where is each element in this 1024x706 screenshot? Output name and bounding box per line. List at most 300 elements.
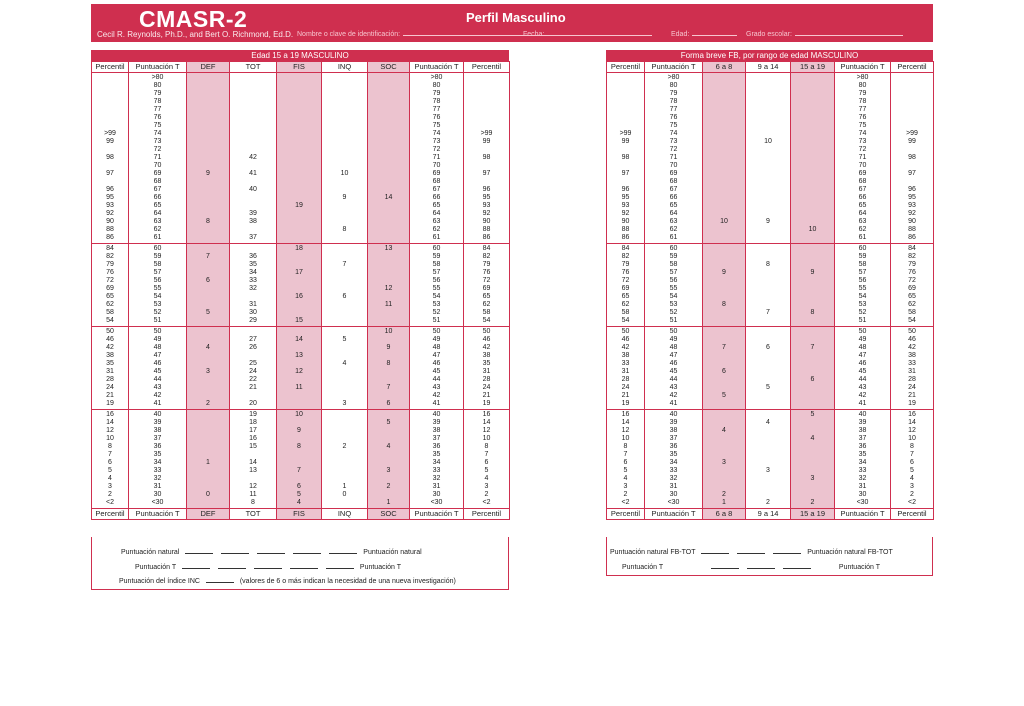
left-value[interactable]: 58 xyxy=(153,261,162,268)
right-value[interactable]: 79 xyxy=(908,261,916,268)
right-value[interactable]: 56 xyxy=(669,277,678,284)
left-value[interactable]: 73 xyxy=(432,138,441,145)
right-value[interactable]: 60 xyxy=(669,245,678,252)
left-value[interactable]: 5 xyxy=(297,491,301,498)
left-value[interactable]: 11 xyxy=(384,301,393,308)
left-value[interactable]: 95 xyxy=(482,194,491,201)
left-value[interactable]: 35 xyxy=(249,261,257,268)
right-value[interactable]: 31 xyxy=(908,368,916,375)
left-value[interactable]: 58 xyxy=(106,309,114,316)
left-value[interactable]: 77 xyxy=(432,106,441,113)
left-value[interactable]: 56 xyxy=(153,277,162,284)
left-value[interactable]: 5 xyxy=(206,309,210,316)
right-value[interactable]: 51 xyxy=(858,317,867,324)
right-value[interactable]: 1 xyxy=(722,499,726,506)
left-value[interactable]: 79 xyxy=(482,261,491,268)
left-value[interactable]: 97 xyxy=(482,170,491,177)
left-value[interactable]: 3 xyxy=(342,400,347,407)
right-value[interactable]: 84 xyxy=(621,245,630,252)
right-value[interactable]: 46 xyxy=(621,336,630,343)
left-value[interactable]: 96 xyxy=(482,186,491,193)
right-value[interactable]: 5 xyxy=(910,467,914,474)
right-value[interactable]: 40 xyxy=(858,411,867,418)
left-value[interactable]: 88 xyxy=(482,226,491,233)
left-value[interactable]: 80 xyxy=(153,82,162,89)
left-value[interactable]: 46 xyxy=(153,360,162,367)
left-value[interactable]: 9 xyxy=(342,194,347,201)
left-value[interactable]: 68 xyxy=(153,178,162,185)
right-value[interactable]: 61 xyxy=(669,234,678,241)
right-value[interactable]: 65 xyxy=(669,202,678,209)
left-value[interactable]: 0 xyxy=(342,491,347,498)
left-value[interactable]: 5 xyxy=(342,336,347,343)
right-value[interactable]: 5 xyxy=(810,411,815,418)
right-value[interactable]: 56 xyxy=(858,277,867,284)
right-value[interactable]: 70 xyxy=(858,162,867,169)
right-value[interactable]: 24 xyxy=(908,384,916,391)
right-value[interactable]: 49 xyxy=(858,336,867,343)
right-value[interactable]: 44 xyxy=(858,376,867,383)
left-value[interactable]: 66 xyxy=(153,194,162,201)
right-value[interactable]: 7 xyxy=(623,451,628,458)
right-value[interactable]: 31 xyxy=(858,483,867,490)
left-value[interactable]: 61 xyxy=(432,234,441,241)
right-value[interactable]: 14 xyxy=(908,419,916,426)
right-value[interactable]: 4 xyxy=(766,419,770,426)
right-value[interactable]: 93 xyxy=(621,202,630,209)
left-value[interactable]: 33 xyxy=(153,467,162,474)
left-value[interactable]: 32 xyxy=(432,475,441,482)
left-value[interactable]: 22 xyxy=(249,376,257,383)
left-value[interactable]: 99 xyxy=(482,138,491,145)
left-value[interactable]: 16 xyxy=(106,411,114,418)
left-value[interactable]: 3 xyxy=(484,483,489,490)
right-value[interactable]: 41 xyxy=(858,400,867,407)
left-value[interactable]: 75 xyxy=(153,122,162,129)
right-value[interactable]: 6 xyxy=(722,368,726,375)
left-value[interactable]: 62 xyxy=(153,226,162,233)
left-value[interactable]: 76 xyxy=(432,114,441,121)
left-value[interactable]: 17 xyxy=(249,427,257,434)
left-value[interactable]: 92 xyxy=(106,210,114,217)
left-value[interactable]: 31 xyxy=(153,483,162,490)
left-value[interactable]: 84 xyxy=(106,245,114,252)
grade-field[interactable]: Grado escolar: xyxy=(746,29,903,38)
right-value[interactable]: 96 xyxy=(621,186,630,193)
left-value[interactable]: 34 xyxy=(432,459,441,466)
left-value[interactable]: 56 xyxy=(432,277,441,284)
left-value[interactable]: 28 xyxy=(106,376,114,383)
left-value[interactable]: 6 xyxy=(484,459,489,466)
t-soc-blank[interactable] xyxy=(326,562,354,569)
left-value[interactable]: 41 xyxy=(153,400,162,407)
left-value[interactable]: 52 xyxy=(432,309,441,316)
right-value[interactable]: 48 xyxy=(669,344,678,351)
right-value[interactable]: 80 xyxy=(669,82,678,89)
left-value[interactable]: 70 xyxy=(432,162,441,169)
left-value[interactable]: 13 xyxy=(249,467,257,474)
left-value[interactable]: 16 xyxy=(482,411,491,418)
left-value[interactable]: 31 xyxy=(482,368,491,375)
left-value[interactable]: 50 xyxy=(153,328,162,335)
right-value[interactable]: 78 xyxy=(858,98,867,105)
right-value[interactable]: 54 xyxy=(669,293,678,300)
right-value[interactable]: 96 xyxy=(908,186,916,193)
left-value[interactable]: >80 xyxy=(430,74,443,81)
left-value[interactable]: 19 xyxy=(295,202,303,209)
left-value[interactable]: 2 xyxy=(342,443,347,450)
left-value[interactable]: 70 xyxy=(153,162,162,169)
right-value[interactable]: 77 xyxy=(669,106,678,113)
right-value[interactable]: 99 xyxy=(621,138,630,145)
left-value[interactable]: 15 xyxy=(249,443,257,450)
left-value[interactable]: 51 xyxy=(432,317,441,324)
raw-soc-blank[interactable] xyxy=(329,547,357,554)
age-field[interactable]: Edad: xyxy=(671,29,737,38)
left-value[interactable]: 98 xyxy=(106,154,114,161)
right-value[interactable]: 4 xyxy=(910,475,914,482)
right-value[interactable]: 55 xyxy=(858,285,867,292)
left-value[interactable]: 38 xyxy=(106,352,114,359)
left-value[interactable]: 71 xyxy=(432,154,441,161)
left-value[interactable]: 14 xyxy=(384,194,393,201)
left-value[interactable]: 1 xyxy=(386,499,391,506)
right-value[interactable]: 98 xyxy=(621,154,630,161)
left-value[interactable]: 8 xyxy=(297,443,301,450)
left-value[interactable]: <30 xyxy=(151,499,164,506)
left-value[interactable]: 42 xyxy=(153,392,162,399)
left-value[interactable]: 5 xyxy=(484,467,489,474)
left-value[interactable]: 38 xyxy=(153,427,162,434)
right-value[interactable]: 50 xyxy=(908,328,916,335)
right-value[interactable]: 51 xyxy=(669,317,678,324)
left-value[interactable]: 45 xyxy=(432,368,441,375)
left-value[interactable]: 10 xyxy=(340,170,349,177)
right-value[interactable]: 62 xyxy=(669,226,678,233)
left-value[interactable]: 32 xyxy=(153,475,162,482)
right-value[interactable]: 10 xyxy=(764,138,772,145)
left-value[interactable]: 21 xyxy=(249,384,257,391)
left-value[interactable]: 76 xyxy=(106,269,114,276)
right-value[interactable]: 35 xyxy=(669,451,678,458)
right-value[interactable]: 5 xyxy=(766,384,770,391)
right-value[interactable]: 92 xyxy=(621,210,630,217)
right-value[interactable]: 80 xyxy=(858,82,867,89)
left-value[interactable]: 1 xyxy=(342,483,347,490)
right-value[interactable]: 46 xyxy=(858,360,867,367)
left-value[interactable]: 65 xyxy=(106,293,114,300)
left-value[interactable]: 57 xyxy=(432,269,441,276)
right-value[interactable]: 6 xyxy=(810,376,815,383)
right-value[interactable]: 58 xyxy=(908,309,916,316)
left-value[interactable]: 58 xyxy=(482,309,491,316)
right-value[interactable]: 69 xyxy=(908,285,916,292)
left-value[interactable]: 7 xyxy=(342,261,347,268)
t-fis-blank[interactable] xyxy=(254,562,282,569)
right-value[interactable]: 88 xyxy=(908,226,916,233)
right-value[interactable]: 9 xyxy=(766,218,770,225)
left-value[interactable]: 19 xyxy=(482,400,491,407)
right-value[interactable]: 54 xyxy=(858,293,867,300)
right-value[interactable]: 74 xyxy=(669,130,678,137)
right-value[interactable]: 30 xyxy=(858,491,867,498)
left-value[interactable]: 54 xyxy=(432,293,441,300)
left-value[interactable]: 80 xyxy=(432,82,441,89)
left-value[interactable]: 46 xyxy=(432,360,441,367)
left-value[interactable]: 65 xyxy=(153,202,162,209)
left-value[interactable]: 77 xyxy=(153,106,162,113)
right-value[interactable]: 3 xyxy=(722,459,726,466)
left-value[interactable]: 0 xyxy=(206,491,210,498)
right-value[interactable]: 79 xyxy=(621,261,630,268)
right-value[interactable]: 38 xyxy=(858,427,867,434)
right-value[interactable]: 41 xyxy=(669,400,678,407)
right-value[interactable]: 84 xyxy=(908,245,916,252)
left-value[interactable]: <2 xyxy=(482,499,491,506)
right-value[interactable]: 10 xyxy=(908,435,916,442)
fb-t-6-8-blank[interactable] xyxy=(711,562,739,569)
left-value[interactable]: 13 xyxy=(384,245,393,252)
left-value[interactable]: 97 xyxy=(106,170,114,177)
right-value[interactable]: 76 xyxy=(669,114,678,121)
left-value[interactable]: 8 xyxy=(386,360,391,367)
left-value[interactable]: 7 xyxy=(108,451,112,458)
left-value[interactable]: 79 xyxy=(432,90,441,97)
left-value[interactable]: 66 xyxy=(432,194,441,201)
right-value[interactable]: 66 xyxy=(669,194,678,201)
left-value[interactable]: 53 xyxy=(153,301,162,308)
raw-fis-blank[interactable] xyxy=(257,547,285,554)
right-value[interactable]: 10 xyxy=(720,218,728,225)
right-value[interactable]: 6 xyxy=(623,459,628,466)
left-value[interactable]: 82 xyxy=(482,253,491,260)
right-value[interactable]: 62 xyxy=(858,226,867,233)
left-value[interactable]: 10 xyxy=(482,435,491,442)
left-value[interactable]: 3 xyxy=(386,467,391,474)
right-value[interactable]: 67 xyxy=(669,186,678,193)
left-value[interactable]: 84 xyxy=(482,245,491,252)
left-value[interactable]: 64 xyxy=(432,210,441,217)
left-value[interactable]: 37 xyxy=(153,435,162,442)
right-value[interactable]: 58 xyxy=(621,309,630,316)
left-value[interactable]: 8 xyxy=(108,443,112,450)
left-value[interactable]: 82 xyxy=(106,253,114,260)
left-value[interactable]: 12 xyxy=(249,483,257,490)
left-value[interactable]: 15 xyxy=(295,317,303,324)
right-value[interactable]: 8 xyxy=(722,301,726,308)
right-value[interactable]: 64 xyxy=(858,210,867,217)
right-value[interactable]: 36 xyxy=(669,443,678,450)
left-value[interactable]: 6 xyxy=(297,483,301,490)
right-value[interactable]: 33 xyxy=(621,360,630,367)
right-value[interactable]: 58 xyxy=(858,261,867,268)
left-value[interactable]: 19 xyxy=(249,411,257,418)
left-value[interactable]: 42 xyxy=(106,344,114,351)
right-value[interactable]: 4 xyxy=(623,475,628,482)
left-value[interactable]: 72 xyxy=(432,146,441,153)
right-value[interactable]: 68 xyxy=(858,178,867,185)
left-value[interactable]: 59 xyxy=(153,253,162,260)
left-value[interactable]: 74 xyxy=(153,130,162,137)
left-value[interactable]: 98 xyxy=(482,154,491,161)
left-value[interactable]: 6 xyxy=(108,459,112,466)
right-value[interactable]: 33 xyxy=(858,467,867,474)
right-value[interactable]: 42 xyxy=(621,344,630,351)
left-value[interactable]: 96 xyxy=(106,186,114,193)
right-value[interactable]: 60 xyxy=(858,245,867,252)
left-value[interactable]: 99 xyxy=(106,138,114,145)
left-value[interactable]: 63 xyxy=(432,218,441,225)
right-value[interactable]: 72 xyxy=(621,277,630,284)
t-def-blank[interactable] xyxy=(182,562,210,569)
left-value[interactable]: 42 xyxy=(482,344,491,351)
left-value[interactable]: 40 xyxy=(249,186,257,193)
left-value[interactable]: 36 xyxy=(432,443,441,450)
right-value[interactable]: 88 xyxy=(621,226,630,233)
left-value[interactable]: 19 xyxy=(106,400,114,407)
right-value[interactable]: 76 xyxy=(621,269,630,276)
right-value[interactable]: 73 xyxy=(858,138,867,145)
right-value[interactable]: 35 xyxy=(858,451,867,458)
right-value[interactable]: 92 xyxy=(908,210,916,217)
left-value[interactable]: 35 xyxy=(482,360,491,367)
right-value[interactable]: 95 xyxy=(908,194,916,201)
right-value[interactable]: 98 xyxy=(908,154,916,161)
left-value[interactable]: 72 xyxy=(106,277,114,284)
right-value[interactable]: 42 xyxy=(858,392,867,399)
left-value[interactable]: 95 xyxy=(106,194,114,201)
left-value[interactable]: 33 xyxy=(432,467,441,474)
right-value[interactable]: 5 xyxy=(623,467,628,474)
left-value[interactable]: 40 xyxy=(432,411,441,418)
left-value[interactable]: 54 xyxy=(106,317,114,324)
right-value[interactable]: 30 xyxy=(669,491,678,498)
left-value[interactable]: 24 xyxy=(249,368,257,375)
right-value[interactable]: 28 xyxy=(908,376,916,383)
left-value[interactable]: <2 xyxy=(106,499,114,506)
right-value[interactable]: 72 xyxy=(669,146,678,153)
left-value[interactable]: 16 xyxy=(249,435,257,442)
right-value[interactable]: 65 xyxy=(858,202,867,209)
left-value[interactable]: 20 xyxy=(249,400,257,407)
right-value[interactable]: 3 xyxy=(910,483,914,490)
left-value[interactable]: 51 xyxy=(153,317,162,324)
left-value[interactable]: 8 xyxy=(342,226,347,233)
left-value[interactable]: 60 xyxy=(153,245,162,252)
right-value[interactable]: 68 xyxy=(669,178,678,185)
right-value[interactable]: 38 xyxy=(669,427,678,434)
left-value[interactable]: 38 xyxy=(432,427,441,434)
left-value[interactable]: 48 xyxy=(432,344,441,351)
right-value[interactable]: 69 xyxy=(621,285,630,292)
right-value[interactable]: 53 xyxy=(858,301,867,308)
left-value[interactable]: 93 xyxy=(482,202,491,209)
right-value[interactable]: 50 xyxy=(858,328,867,335)
right-value[interactable]: 99 xyxy=(908,138,916,145)
left-value[interactable]: 41 xyxy=(432,400,441,407)
left-value[interactable]: 55 xyxy=(432,285,441,292)
right-value[interactable]: 38 xyxy=(621,352,630,359)
right-value[interactable]: 52 xyxy=(858,309,867,316)
left-value[interactable]: 31 xyxy=(432,483,441,490)
right-value[interactable]: 53 xyxy=(669,301,678,308)
left-value[interactable]: 29 xyxy=(249,317,257,324)
left-value[interactable]: 69 xyxy=(482,285,491,292)
fb-raw-15-19-blank[interactable] xyxy=(773,547,801,554)
right-value[interactable]: 47 xyxy=(669,352,678,359)
left-value[interactable]: 3 xyxy=(206,368,210,375)
right-value[interactable]: 58 xyxy=(669,261,678,268)
left-value[interactable]: 36 xyxy=(249,253,257,260)
left-value[interactable]: 2 xyxy=(206,400,210,407)
right-value[interactable]: 8 xyxy=(766,261,770,268)
right-value[interactable]: 57 xyxy=(669,269,678,276)
left-value[interactable]: 69 xyxy=(153,170,162,177)
left-value[interactable]: 11 xyxy=(295,384,303,391)
right-value[interactable]: 71 xyxy=(669,154,678,161)
right-value[interactable]: 76 xyxy=(908,269,916,276)
left-value[interactable]: 30 xyxy=(153,491,162,498)
right-value[interactable]: 14 xyxy=(621,419,630,426)
left-value[interactable]: 4 xyxy=(108,475,112,482)
right-value[interactable]: 55 xyxy=(669,285,678,292)
t-tot-blank[interactable] xyxy=(218,562,246,569)
right-value[interactable]: 40 xyxy=(669,411,678,418)
right-value[interactable]: 3 xyxy=(810,475,815,482)
right-value[interactable]: 50 xyxy=(621,328,630,335)
left-value[interactable]: 86 xyxy=(482,234,491,241)
raw-def-blank[interactable] xyxy=(185,547,213,554)
left-value[interactable]: >80 xyxy=(151,74,164,81)
left-value[interactable]: 21 xyxy=(106,392,114,399)
left-value[interactable]: 54 xyxy=(482,317,491,324)
right-value[interactable]: 39 xyxy=(669,419,678,426)
right-value[interactable]: <2 xyxy=(908,499,916,506)
left-value[interactable]: 4 xyxy=(386,443,391,450)
right-value[interactable]: 52 xyxy=(669,309,678,316)
left-value[interactable]: 18 xyxy=(295,245,303,252)
right-value[interactable]: 8 xyxy=(623,443,628,450)
raw-tot-blank[interactable] xyxy=(221,547,249,554)
right-value[interactable]: 49 xyxy=(669,336,678,343)
right-value[interactable]: 32 xyxy=(858,475,867,482)
right-value[interactable]: <30 xyxy=(856,499,869,506)
left-value[interactable]: 35 xyxy=(153,451,162,458)
right-value[interactable]: 19 xyxy=(908,400,916,407)
right-value[interactable]: 42 xyxy=(908,344,916,351)
right-value[interactable]: 79 xyxy=(669,90,678,97)
left-value[interactable]: 31 xyxy=(106,368,114,375)
left-value[interactable]: 58 xyxy=(432,261,441,268)
left-value[interactable]: 18 xyxy=(249,419,257,426)
right-value[interactable]: 24 xyxy=(621,384,630,391)
left-value[interactable]: 71 xyxy=(153,154,162,161)
left-value[interactable]: 49 xyxy=(153,336,162,343)
left-value[interactable]: 39 xyxy=(249,210,257,217)
left-value[interactable]: 25 xyxy=(249,360,257,367)
left-value[interactable]: 62 xyxy=(432,226,441,233)
left-value[interactable]: 4 xyxy=(484,475,489,482)
right-value[interactable]: 75 xyxy=(669,122,678,129)
left-value[interactable]: 6 xyxy=(386,400,391,407)
right-value[interactable]: 90 xyxy=(621,218,630,225)
right-value[interactable]: 3 xyxy=(623,483,628,490)
right-value[interactable]: 7 xyxy=(810,344,815,351)
right-value[interactable]: 69 xyxy=(858,170,867,177)
right-value[interactable]: 7 xyxy=(910,451,914,458)
right-value[interactable]: 54 xyxy=(908,317,916,324)
left-value[interactable]: 7 xyxy=(297,467,301,474)
